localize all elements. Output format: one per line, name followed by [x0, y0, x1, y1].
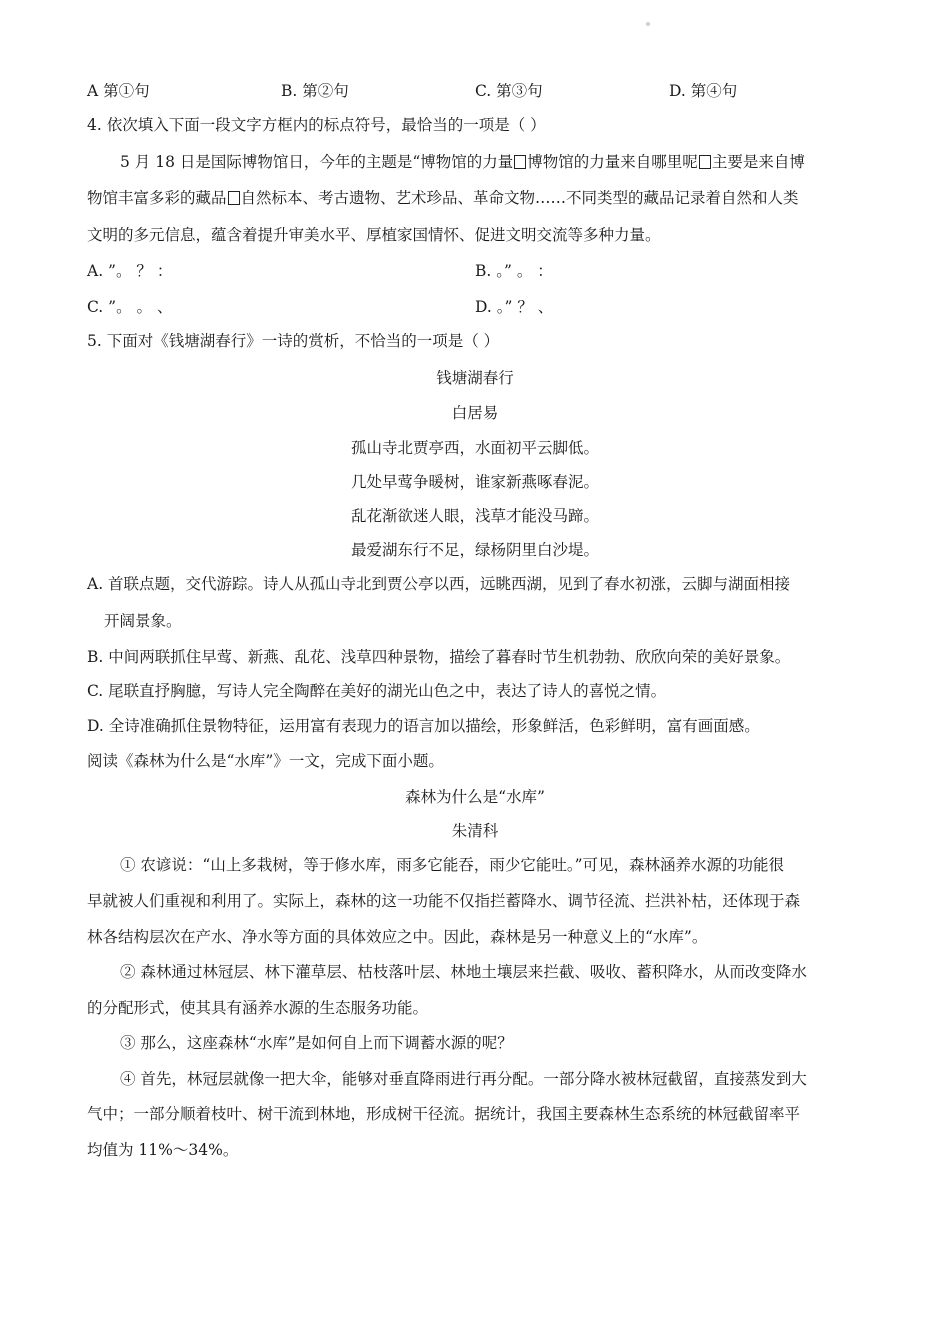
blank-box-1	[514, 155, 526, 169]
q4-option-b: B. 。” 。 ：	[475, 262, 553, 280]
q3-option-a: A 第①句	[87, 82, 150, 100]
paragraph-4-line: 均值为 11%～34%。	[87, 1141, 239, 1159]
paragraph-1-line: ① 农谚说：“山上多栽树，等于修水库，雨多它能吞，雨少它能吐。”可见，森林涵养水源的功能很	[120, 856, 785, 874]
q5-stem: 5. 下面对《钱塘湖春行》一诗的赏析，不恰当的一项是（ ）	[87, 332, 500, 350]
poem-author: 白居易	[451, 404, 499, 422]
q4-option-c: C. ”。 。 、	[87, 298, 173, 316]
q3-option-c: C. 第③句	[475, 82, 543, 100]
article-title: 森林为什么是“水库”	[405, 788, 545, 806]
article-author: 朱清科	[451, 822, 499, 840]
paragraph-4-line: ④ 首先，林冠层就像一把大伞，能够对垂直降雨进行再分配。一部分降水被林冠截留，直接蒸发到大	[120, 1070, 807, 1088]
poem-line: 孤山寺北贾亭西，水面初平云脚低。	[350, 439, 599, 457]
paragraph-1-line: 林各结构层次在产水、净水等方面的具体效应之中。因此，森林是另一种意义上的“水库”。	[87, 928, 708, 946]
q4-passage-line-3: 文明的多元信息，蕴含着提升审美水平、厚植家国情怀、促进文明交流等多种力量。	[87, 226, 661, 244]
paragraph-3-line: ③ 那么，这座森林“水库”是如何自上而下调蓄水源的呢？	[120, 1034, 513, 1052]
q4-option-d: D. 。” ？ 、	[475, 298, 554, 316]
poem-line: 几处早莺争暖树，谁家新燕啄春泥。	[350, 473, 599, 491]
q5-option-a-line-2: 开阔景象。	[104, 612, 182, 630]
paragraph-4-line: 气中；一部分顺着枝叶、树干流到林地，形成树干径流。据统计，我国主要森林生态系统的林冠截留率平	[87, 1105, 801, 1123]
q5-option-d: D. 全诗准确抓住景物特征，运用富有表现力的语言加以描绘，形象鲜活，色彩鲜明，富有画面感。	[87, 717, 760, 735]
poem-line: 最爱湖东行不足，绿杨阴里白沙堤。	[350, 541, 599, 559]
q4-option-a: A. ”。 ？ ：	[87, 262, 173, 280]
poem-line: 乱花渐欲迷人眼，浅草才能没马蹄。	[350, 507, 599, 525]
paragraph-2-line: ② 森林通过林冠层、林下灌草层、枯枝落叶层、林地土壤层来拦截、吸收、蓄积降水，从而改变降水	[120, 963, 807, 981]
q5-option-b: B. 中间两联抓住早莺、新燕、乱花、浅草四种景物，描绘了暮春时节生机勃勃、欣欣向荣的美好景象。	[87, 648, 791, 666]
q5-option-a-line-1: A. 首联点题，交代游踪。诗人从孤山寺北到贾公亭以西，远眺西湖，见到了春水初涨，云脚与湖面相接	[87, 575, 791, 593]
blank-box-3	[228, 191, 240, 205]
q5-option-c: C. 尾联直抒胸臆，写诗人完全陶醉在美好的湖光山色之中，表达了诗人的喜悦之情。	[87, 682, 667, 700]
poem-title: 钱塘湖春行	[436, 369, 514, 387]
q4-stem: 4. 依次填入下面一段文字方框内的标点符号，最恰当的一项是（ ）	[87, 116, 546, 134]
paragraph-1-line: 早就被人们重视和利用了。实际上，森林的这一功能不仅指拦蓄降水、调节径流、拦洪补枯，还体现于森	[87, 892, 801, 910]
reading-intro: 阅读《森林为什么是“水库”》一文，完成下面小题。	[87, 752, 444, 770]
q3-option-d: D. 第④句	[669, 82, 738, 100]
q4-passage-line-2: 物馆丰富多彩的藏品 自然标本、考古遗物、艺术珍品、革命文物……不同类型的藏品记录着自然和人类	[87, 189, 799, 207]
scan-dot	[646, 22, 650, 26]
q3-option-b: B. 第②句	[281, 82, 349, 100]
blank-box-2	[699, 155, 711, 169]
paragraph-2-line: 的分配形式，使其具有涵养水源的生态服务功能。	[87, 999, 429, 1017]
q4-passage-line-1: 5 月 18 日是国际博物馆日，今年的主题是“博物馆的力量 博物馆的力量来自哪里呢 主要是来自博	[120, 153, 805, 171]
